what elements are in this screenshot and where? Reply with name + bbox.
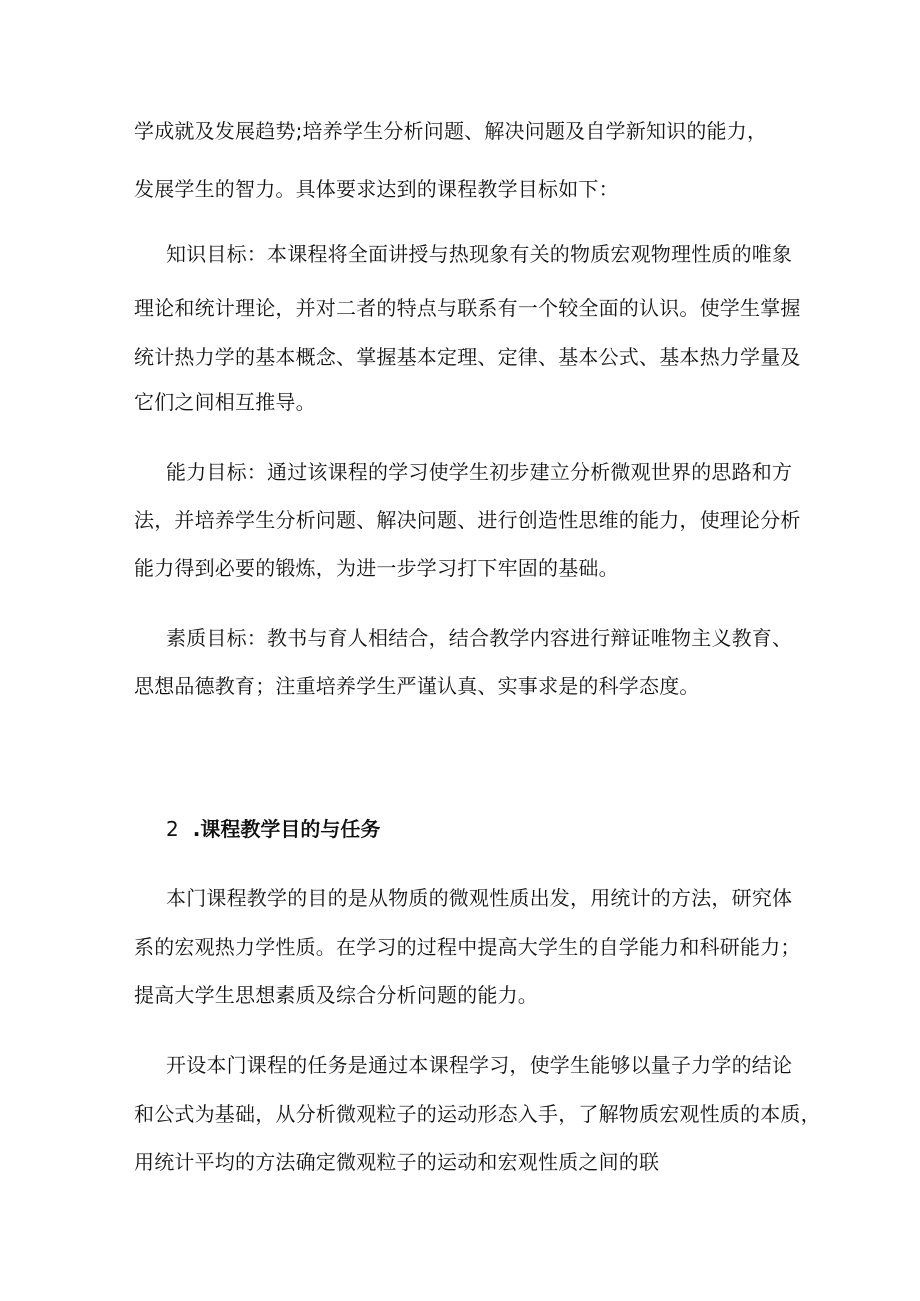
ability-line-1: 能力目标：通过该课程的学习使学生初步建立分析微观世界的思路和方 [166, 460, 793, 484]
knowledge-line-4: 它们之间相互推导。 [134, 390, 316, 414]
quality-line-1: 素质目标：教书与育人相结合，结合教学内容进行辩证唯物主义教育、 [166, 626, 793, 650]
ability-line-2: 法，并培养学生分析问题、解决问题、进行创造性思维的能力，使理论分析 [134, 508, 801, 532]
task-line-3: 用统计平均的方法确定微观粒子的运动和宏观性质之间的联 [134, 1150, 660, 1174]
purpose-line-3: 提高大学生思想素质及综合分析问题的能力。 [134, 983, 538, 1007]
ability-line-3: 能力得到必要的锻炼，为进一步学习打下牢固的基础。 [134, 556, 619, 580]
knowledge-line-1: 知识目标：本课程将全面讲授与热现象有关的物质宏观物理性质的唯象 [166, 242, 793, 266]
purpose-line-1: 本门课程教学的目的是从物质的微观性质出发，用统计的方法，研究体 [166, 886, 793, 910]
knowledge-line-3: 统计热力学的基本概念、掌握基本定理、定律、基本公式、基本热力学量及 [134, 345, 801, 369]
task-line-2: 和公式为基础，从分析微观粒子的运动形态入手，了解物质宏观性质的本质， [134, 1102, 821, 1126]
section-2-number: 2 [166, 817, 179, 841]
purpose-line-2: 系的宏观热力学性质。在学习的过程中提高大学生的自学能力和科研能力； [134, 935, 801, 959]
quality-line-2: 思想品德教育；注重培养学生严谨认真、实事求是的科学态度。 [134, 674, 700, 698]
section-2-heading [166, 815, 380, 843]
intro-line-2: 发展学生的智力。具体要求达到的课程教学目标如下： [134, 177, 619, 201]
task-line-1: 开设本门课程的任务是通过本课程学习，使学生能够以量子力学的结论 [166, 1053, 793, 1077]
section-2-title: .课程教学目的与任务 [192, 817, 381, 841]
knowledge-line-2: 理论和统计理论，并对二者的特点与联系有一个较全面的认识。使学生掌握 [134, 296, 801, 320]
intro-line-1: 学成就及发展趋势;培养学生分析问题、解决问题及自学新知识的能力， [134, 119, 768, 143]
